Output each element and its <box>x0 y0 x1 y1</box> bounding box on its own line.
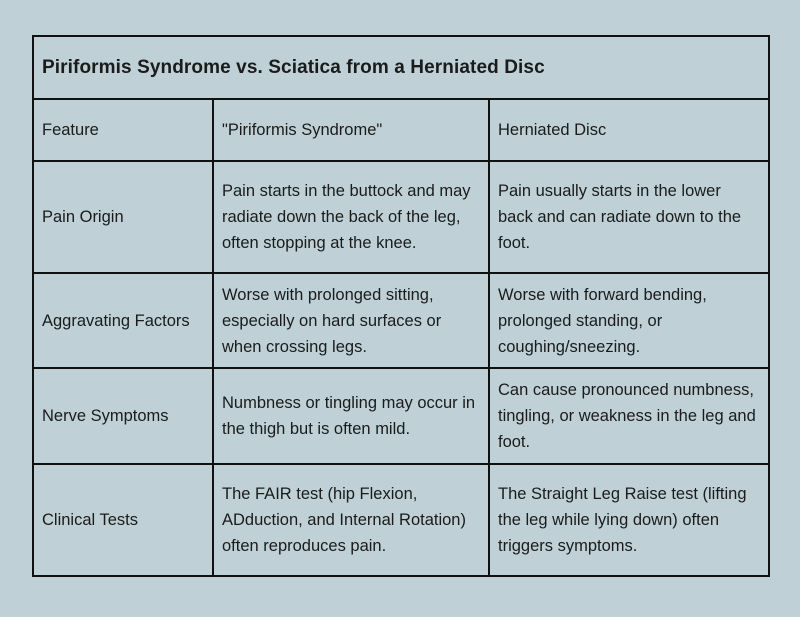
table-row <box>33 273 769 368</box>
herniated-cell: Can cause pronounced numbness, tingling, or weakness in the leg and foot. <box>489 368 769 464</box>
feature-cell: Nerve Symptoms <box>33 368 213 464</box>
feature-cell: Pain Origin <box>33 161 213 273</box>
herniated-cell: Pain usually starts in the lower back and can radiate down to the foot. <box>489 161 769 273</box>
piriformis-cell: Numbness or tingling may occur in the thigh but is often mild. <box>213 368 489 464</box>
piriformis-cell: The FAIR test (hip Flexion, ADduction, and Internal Rotation) often reproduces pain. <box>213 464 489 576</box>
feature-cell: Clinical Tests <box>33 464 213 576</box>
table-row <box>33 161 769 273</box>
piriformis-cell: Worse with prolonged sitting, especially on hard surfaces or when crossing legs. <box>213 273 489 368</box>
comparison-table <box>32 35 770 577</box>
table-title: Piriformis Syndrome vs. Sciatica from a Herniated Disc <box>33 36 769 99</box>
piriformis-cell: Pain starts in the buttock and may radiate down the back of the leg, often stopping at the knee. <box>213 161 489 273</box>
table-row <box>33 464 769 576</box>
title-row <box>33 36 769 99</box>
header-piriformis: "Piriformis Syndrome" <box>213 99 489 161</box>
comparison-table-container <box>32 35 768 577</box>
herniated-cell: Worse with forward bending, prolonged standing, or coughing/sneezing. <box>489 273 769 368</box>
header-herniated-disc: Herniated Disc <box>489 99 769 161</box>
header-feature: Feature <box>33 99 213 161</box>
herniated-cell: The Straight Leg Raise test (lifting the leg while lying down) often triggers symptoms. <box>489 464 769 576</box>
table-row <box>33 368 769 464</box>
header-row <box>33 99 769 161</box>
feature-cell: Aggravating Factors <box>33 273 213 368</box>
